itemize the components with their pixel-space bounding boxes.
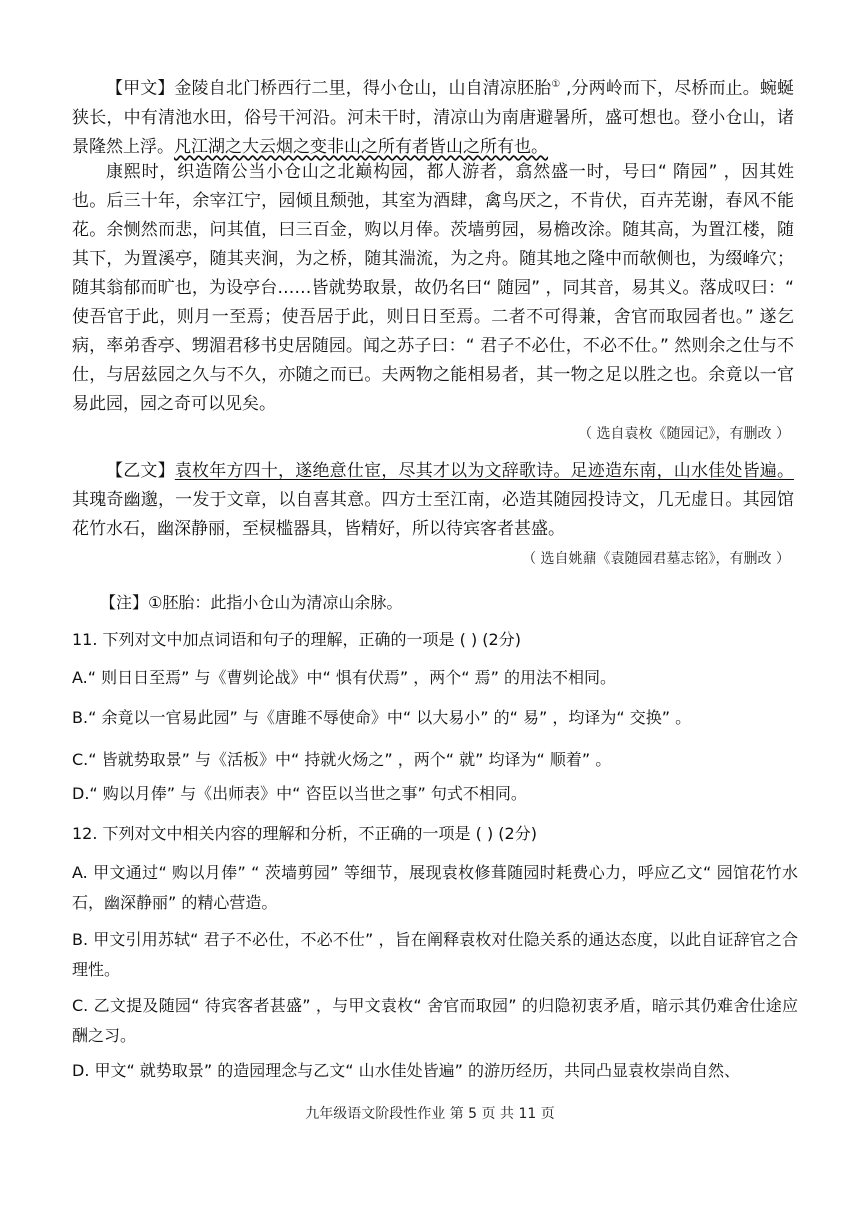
question-11-option-b: B.“ 余竟以一官易此园” 与《唐雎不辱使命》中“ 以大易小” 的“ 易” ，均译为“ 交换” 。 — [72, 708, 692, 727]
passage-a-source: （ 选自袁枚《随园记》，有删改 ） — [578, 426, 790, 442]
passage-b-label: 【乙文】 — [106, 461, 175, 481]
passage-b-source: （ 选自姚鼐《袁随园君墓志铭》，有删改 ） — [522, 551, 790, 567]
question-11-option-c: C.“ 皆就势取景” 与《活板》中“ 持就火炀之” ，两个“ 就” 均译为“ 顺着” 。 — [72, 750, 612, 769]
page-footer: 九年级语文阶段性作业 第 5 页 共 11 页 — [305, 1106, 555, 1122]
question-12-option-c: C. 乙文提及随园“ 待宾客者甚盛” ，与甲文袁枚“ 舍官而取园” 的归隐初衷矛盾，暗示其仍难舍仕途应酬之习。 — [72, 996, 798, 1045]
wavy-underlined-sentence: 凡江湖之大云烟之变非山之所有者皆山之所有也。 — [174, 136, 548, 157]
passage-a-p1-text-cont: ,分两岭而下，尽桥而止。蜿蜒狭长，中有清池水田，俗号干河沿。河未干时，清凉山为南唐避暑所，盛可想也。登小仓山，诸景隆然上浮。 — [72, 78, 795, 157]
footnote: 【注】①胚胎：此指小仓山为清凉山余脉。 — [100, 593, 403, 612]
passage-a-paragraph-2: 康熙时，织造隋公当小仓山之北巅构园，都人游者，翕然盛一时，号曰“ 隋园” ，因其姓也。后三十年，余宰江宁，园倾且颓弛，其室为酒肆，禽鸟厌之，不肯伏，百卉芜谢，春风不能花。余恻然而悲，问其值，曰三百金，购以月俸。茨墙剪园，易檐改涂。随其高，为置江楼，随其下，为置溪亭，随其夹涧，为之桥，随其湍流，为之舟。随其地之隆中而欹侧也，为缀峰穴；随其翁郁而旷也，为设亭台……皆就势取景，故仍名曰“ 随园” ，同其音，易其义。落成叹曰：“ 使吾官于此，则月一至焉；使吾居于此，则日日至焉。二者不可得兼，舍官而取园者也。” 遂乞病，率弟香亭、甥湄君移书史居随园。闻之苏子曰：“ 君子不必仕，不必不仕。” 然则余之仕与不仕，与居兹园之久与不久，亦随之而已。夫两物之能相易者，其一物之足以胜之也。余竟以一官易此园，园之奇可以见矣。 — [72, 162, 794, 414]
passage-b-text: 其瑰奇幽邈，一发于文章，以自喜其意。四方士至江南，必造其随园投诗文，几无虚日。其园馆花竹水石，幽深静丽，至棂槛器具，皆精好，所以待宾客者甚盛。 — [72, 490, 794, 539]
question-11-option-a: A.“ 则日日至焉” 与《曹刿论战》中“ 惧有伏焉” ，两个“ 焉” 的用法不相同。 — [72, 668, 617, 687]
question-12-stem: 12. 下列对文中相关内容的理解和分析，不正确的一项是 ( ) (2分) — [72, 824, 537, 843]
footnote-ref: ① — [551, 79, 561, 90]
question-11-option-d: D.“ 购以月俸” 与《出师表》中“ 咨臣以当世之事” 句式不相同。 — [72, 784, 527, 803]
passage-b-paragraph — [72, 457, 794, 544]
question-12-option-d: D. 甲文“ 就势取景” 的造园理念与乙文“ 山水佳处皆遍” 的游历经历，共同凸显袁枚崇尚自然、 — [72, 1061, 740, 1080]
passage-a-label: 【甲文】 — [106, 78, 175, 99]
question-12-option-b: B. 甲文引用苏轼“ 君子不必仕，不必不仕” ，旨在阐释袁枚对仕隐关系的通达态度，以此自证辞官之合理性。 — [72, 930, 798, 979]
passage-a-p1-text: 金陵自北门桥西行二里，得小仓山，山自清凉胚胎 — [174, 78, 552, 99]
question-11-stem: 11. 下列对文中加点词语和句子的理解，正确的一项是 ( ) (2分) — [72, 630, 521, 649]
question-12-option-a: A. 甲文通过“ 购以月俸” “ 茨墙剪园” 等细节，展现袁枚修葺随园时耗费心力，呼应乙文“ 园馆花竹水石，幽深静丽” 的精心营造。 — [72, 863, 798, 912]
underlined-sentence: 袁枚年方四十，遂绝意仕宦，尽其才以为文辞歌诗。足迹造东南，山水佳处皆遍。 — [174, 461, 795, 481]
passage-a-paragraph-1 — [72, 70, 794, 162]
